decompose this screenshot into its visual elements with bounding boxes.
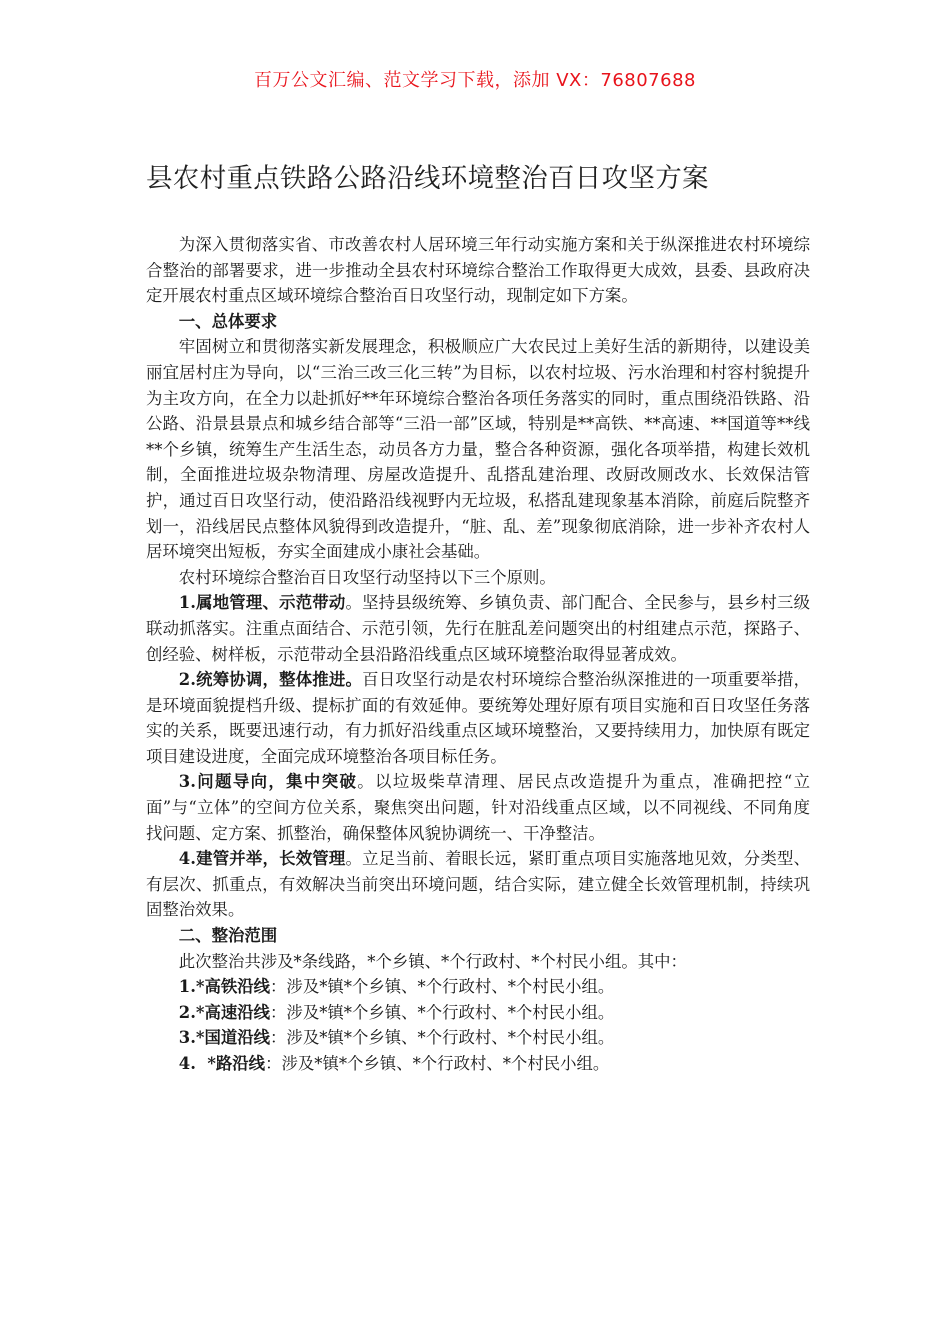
scope-line-lead: 4. *路沿线 (178, 1054, 266, 1073)
principle-text: 。以垃圾柴草清理、居民点改造提升为重点，准确把控“立面”与“立体”的空间方位关系，聚焦突出问题，针对沿线重点区域，以不同视线、不同角度找问题、定方案、抓整治，确保整体风貌协调统一、干净整洁。 (146, 772, 810, 843)
principle-lead: 1.属地管理、示范带动 (178, 593, 346, 613)
scope-line-lead: 2.*高速沿线 (178, 1002, 271, 1022)
scope-line-text: ：涉及*镇*个乡镇、*个行政村、*个村民小组。 (270, 1002, 615, 1022)
scope-line-lead: 3.*国道沿线 (178, 1028, 271, 1048)
document-title: 县农村重点铁路公路沿线环境整治百日攻坚方案 (146, 163, 709, 194)
principle-text: 。坚持县级统筹、乡镇负责、部门配合、全民参与，县乡村三级联动抓落实。注重点面结合、示范引领，先行在脏乱差问题突出的村组建点示范，探路子、创经验、树样板，示范带动全县沿路沿线重点区域环境整治取得显著成效。 (146, 593, 810, 664)
principle-lead: 2.统筹协调，整体推进。 (178, 670, 363, 690)
scope-intro: 此次整治共涉及*条线路，*个乡镇、*个行政村、*个村民小组。其中： (178, 951, 687, 971)
scope-line-lead: 1.*高铁沿线 (178, 977, 271, 997)
principle-item (146, 590, 810, 667)
document-body (146, 232, 810, 1077)
principle-text: 百日攻坚行动是农村环境综合整治纵深推进的一项重要举措，是环境面貌提档升级、提标扩面的有效延伸。要统筹处理好原有项目实施和百日攻坚任务落实的关系，既要迅速行动，有力抓好沿线重点区域环境整治，又要持续用力，加快原有既定项目建设进度，全面完成环境整治各项目标任务。 (146, 670, 810, 766)
scope-line-text: ：涉及*镇*个乡镇、*个行政村、*个村民小组。 (270, 977, 615, 997)
scope-line-text: ：涉及*镇*个乡镇、*个行政村、*个村民小组。 (270, 1028, 615, 1048)
principle-text: 。立足当前、着眼长远，紧盯重点项目实施落地见效，分类型、有层次、抓重点，有效解决当前突出环境问题，结合实际，建立健全长效管理机制，持续巩固整治效果。 (146, 849, 810, 920)
promo-banner: 百万公文汇编、范文学习下载，添加 VX：76807688 (254, 70, 696, 91)
scope-line-item (146, 1051, 810, 1077)
scope-line-text: ：涉及*镇*个乡镇、*个行政村、*个村民小组。 (265, 1054, 610, 1073)
scope-line-item (146, 1025, 810, 1051)
principles-intro: 农村环境综合整治百日攻坚行动坚持以下三个原则。 (178, 567, 556, 587)
principle-item (146, 667, 810, 769)
principle-item (146, 846, 810, 923)
section-heading-general-requirements: 一、总体要求 (178, 311, 278, 331)
principle-lead: 4.建管并举，长效管理 (178, 849, 346, 869)
general-requirements-paragraph: 牢固树立和贯彻落实新发展理念，积极顺应广大农民过上美好生活的新期待，以建设美丽宜居村庄为导向，以“三治三改三化三转”为目标，以农村垃圾、污水治理和村容村貌提升为主攻方向，在全力以赴抓好**年环境综合整治各项任务落实的同时，重点围绕沿铁路、沿公路、沿景县景点和城乡结合部等“三沿一部”区域，特别是**高铁、**高速、**国道等**线**个乡镇，统筹生产生活生态，动员各方力量，整合各种资源，强化各项举措，构建长效机制，全面推进垃圾杂物清理、房屋改造提升、乱搭乱建治理、改厨改厕改水、长效保洁管护，通过百日攻坚行动，使沿路沿线视野内无垃圾，私搭乱建现象基本消除，前庭后院整齐划一，沿线居民点整体风貌得到改造提升，“脏、乱、差”现象彻底消除，进一步补齐农村人居环境突出短板，夯实全面建成小康社会基础。 (146, 337, 810, 562)
principle-item (146, 769, 810, 846)
section-heading-scope: 二、整治范围 (178, 926, 278, 946)
scope-line-item (146, 974, 810, 1000)
principle-lead: 3.问题导向，集中突破 (178, 772, 358, 792)
scope-line-item (146, 1000, 810, 1026)
intro-paragraph: 为深入贯彻落实省、市改善农村人居环境三年行动实施方案和关于纵深推进农村环境综合整治的部署要求，进一步推动全县农村环境综合整治工作取得更大成效，县委、县政府决定开展农村重点区域环境综合整治百日攻坚行动，现制定如下方案。 (146, 235, 810, 306)
